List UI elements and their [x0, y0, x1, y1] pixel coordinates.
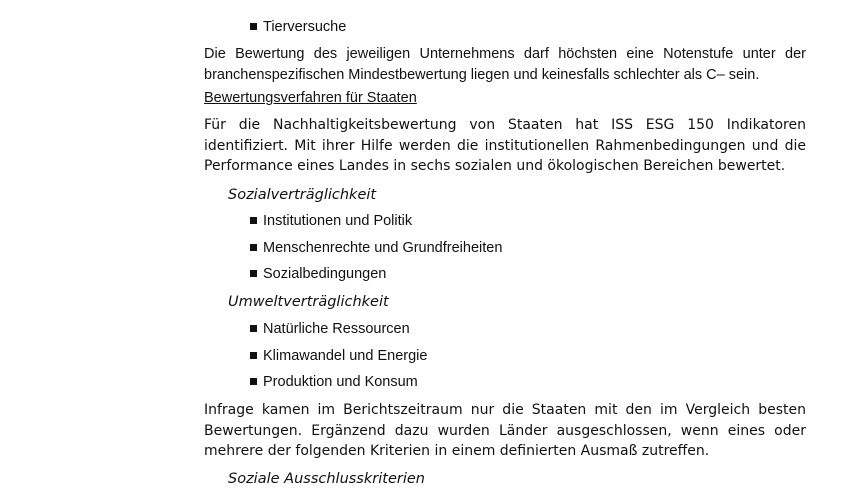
square-bullet-icon [250, 325, 257, 332]
subheading-social: Sozialverträglichkeit [228, 187, 377, 203]
list-item [250, 239, 502, 257]
list-item-text: Institutionen und Politik [263, 213, 413, 229]
section-heading: Bewertungsverfahren für Staaten [204, 90, 417, 106]
paragraph-period: Infrage kamen im Berichtszeitraum nur die Staaten mit den im Vergleich besten Bewertungen. Ergänzend dazu wurden Länder ausgeschlossen, wenn eines oder mehrere der folgenden Kriterien in einem definierten Ausmaß zutreffen. [204, 402, 806, 459]
paragraph-states: Für die Nachhaltigkeitsbewertung von Staaten hat ISS ESG 150 Indikatoren identifiziert. Mit ihrer Hilfe werden die institutionellen Rahmenbedingungen und die Performance eines Landes in sechs sozialen und ökologischen Bereichen bewertet. [204, 117, 806, 174]
square-bullet-icon [250, 378, 257, 385]
list-item [250, 212, 412, 230]
list-item-text: Tierversuche [263, 19, 347, 35]
square-bullet-icon [250, 352, 257, 359]
list-item [250, 373, 418, 391]
list-item [250, 347, 427, 365]
list-item [250, 265, 386, 283]
list-item [250, 18, 346, 36]
square-bullet-icon [250, 244, 257, 251]
square-bullet-icon [250, 270, 257, 277]
list-item [250, 320, 410, 338]
subheading-environment: Umweltverträglichkeit [228, 294, 389, 310]
paragraph-rating: Die Bewertung des jeweiligen Unternehmens darf höchsten eine Notenstufe unter der branchenspezifischen Mindestbewertung liegen und keinesfalls schlechter als C– sein. [204, 46, 806, 83]
square-bullet-icon [250, 23, 257, 30]
list-item-text: Produktion und Konsum [263, 374, 418, 390]
square-bullet-icon [250, 217, 257, 224]
list-item-text: Menschenrechte und Grundfreiheiten [263, 240, 503, 256]
list-item-text: Natürliche Ressourcen [263, 321, 410, 337]
subheading-exclusion: Soziale Ausschlusskriterien [228, 471, 425, 487]
list-item-text: Sozialbedingungen [263, 266, 387, 282]
list-item-text: Klimawandel und Energie [263, 348, 428, 364]
